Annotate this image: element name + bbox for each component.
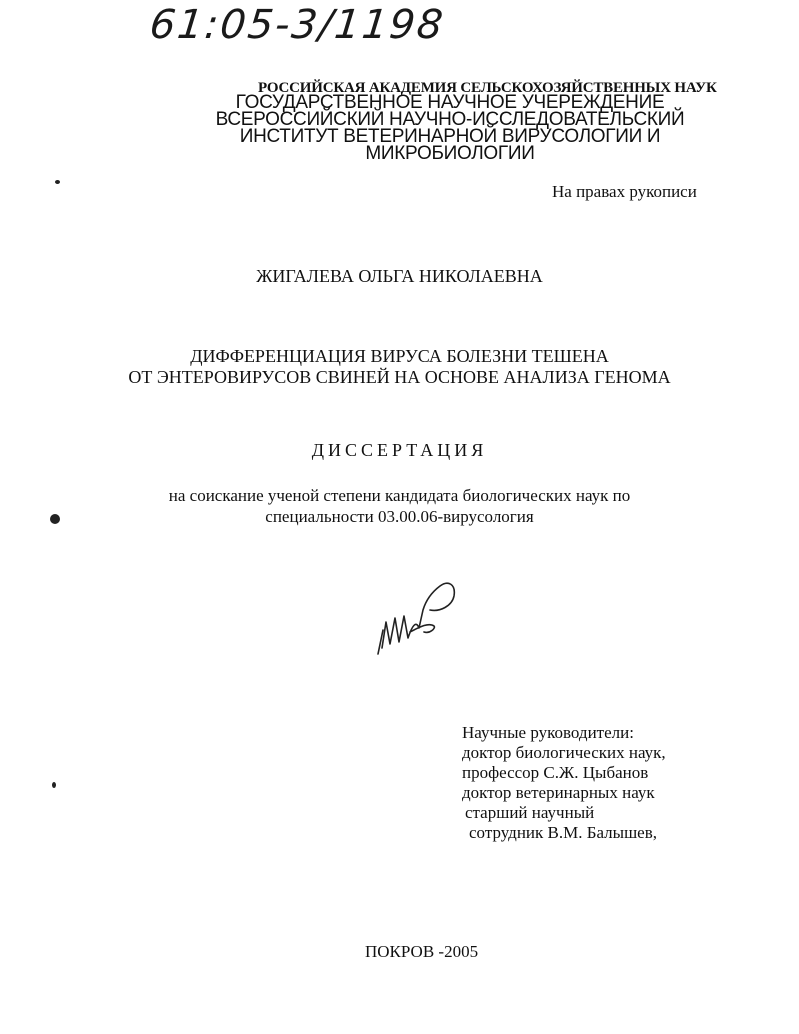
scientific-supervisors — [462, 723, 666, 843]
title-line: ДИФФЕРЕНЦИАЦИЯ ВИРУСА БОЛЕЗНИ ТЕШЕНА — [190, 346, 609, 366]
scan-speck — [50, 514, 60, 524]
manuscript-rights: На правах рукописи — [552, 182, 697, 201]
institution-line: МИКРОБИОЛОГИИ — [365, 143, 535, 164]
degree-line: специальности 03.00.06-вирусология — [265, 507, 534, 526]
supervisor-line: доктор ветеринарных наук — [462, 783, 655, 802]
title-line: ОТ ЭНТЕРОВИРУСОВ СВИНЕЙ НА ОСНОВЕ АНАЛИЗА ГЕНОМА — [128, 367, 671, 387]
scan-speck — [52, 782, 56, 788]
degree-line: на соискание ученой степени кандидата биологических наук по — [168, 486, 631, 505]
institution-line: ВСЕРОССИЙСКИЙ НАУЧНО-ИССЛЕДОВАТЕЛЬСКИЙ — [215, 109, 685, 130]
dissertation-title — [0, 346, 799, 388]
supervisor-line: доктор биологических наук, — [462, 743, 666, 762]
catalog-number: 61:05-3/1198 — [147, 2, 447, 48]
document-type: ДИССЕРТАЦИЯ — [311, 440, 488, 460]
handwritten-signature — [370, 570, 470, 670]
supervisor-line: профессор С.Ж. Цыбанов — [462, 763, 649, 782]
degree-statement — [0, 485, 799, 527]
author-name: ЖИГАЛЕВА ОЛЬГА НИКОЛАЕВНА — [256, 266, 543, 286]
supervisors-heading: Научные руководители: — [462, 723, 634, 742]
supervisor-line: старший научный — [465, 803, 595, 822]
scan-speck — [55, 180, 60, 184]
city-year: ПОКРОВ -2005 — [365, 942, 479, 961]
institution-line: ГОСУДАРСТВЕННОЕ НАУЧНОЕ УЧЕРЕЖДЕНИЕ — [235, 92, 665, 113]
academy-name: РОССИЙСКАЯ АКАДЕМИЯ СЕЛЬСКОХОЗЯЙСТВЕННЫХ НАУК — [258, 80, 717, 96]
supervisor-line: сотрудник В.М. Балышев, — [469, 823, 657, 842]
institution-name — [200, 94, 700, 162]
institution-line: ИНСТИТУТ ВЕТЕРИНАРНОЙ ВИРУСОЛОГИИ И — [239, 126, 661, 147]
